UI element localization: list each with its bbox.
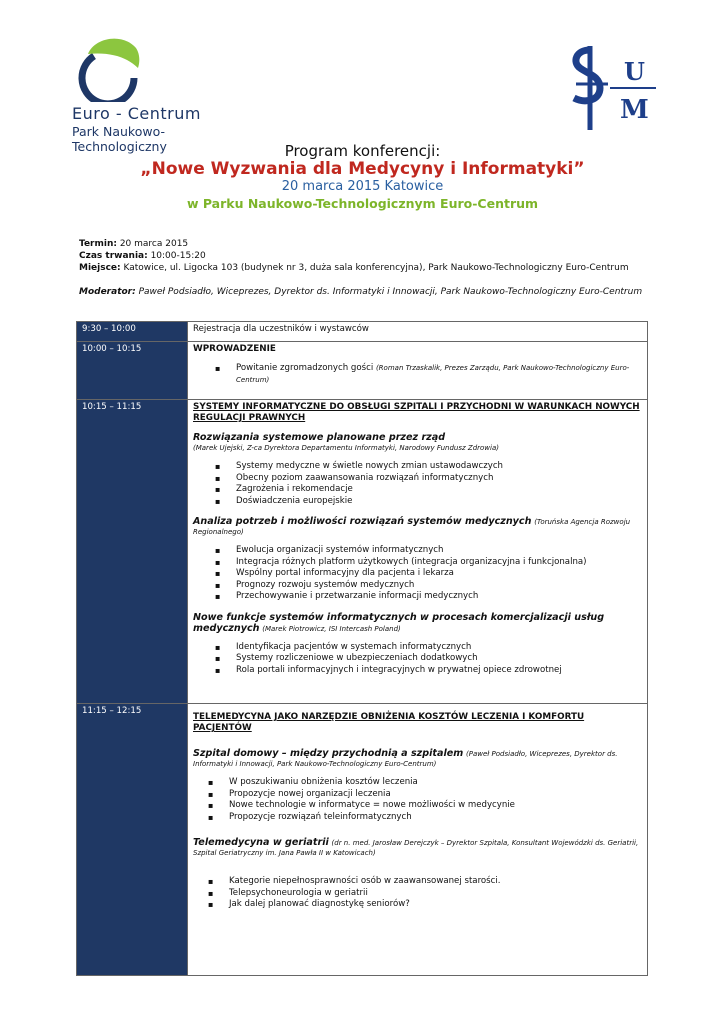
list-item: ▪ Systemy medyczne w świetle nowych zmian ustawodawczych: [193, 461, 642, 473]
topic-block: [193, 612, 642, 634]
list-item: ▪ W poszukiwaniu obniżenia kosztów leczenia: [193, 777, 642, 789]
sum-letter-u: U: [624, 57, 645, 86]
list-item: ▪ Przechowywanie i przetwarzanie informacji medycznych: [193, 591, 642, 603]
conference-date: 20 marca 2015 Katowice: [281, 179, 444, 194]
miejsce-label: Miejsce:: [79, 263, 121, 273]
list-item: ▪ Integracja różnych platform użytkowych (integracja organizacyjna i funkcjonalna): [193, 557, 642, 569]
termin-value: 20 marca 2015: [116, 239, 189, 249]
termin-label: Termin:: [79, 239, 117, 249]
topic-title: Szpital domowy – między przychodnią a szpitalem: [193, 748, 464, 759]
table-row: [77, 704, 648, 976]
content-cell: Rejestracja dla uczestników i wystawców: [188, 322, 648, 342]
czas-label: Czas trwania:: [79, 251, 148, 261]
content-cell: [188, 400, 648, 704]
bullet-list: [193, 777, 642, 823]
conference-venue: w Parku Naukowo-Technologicznym Euro-Centrum: [186, 196, 539, 211]
time-cell: 9:30 – 10:00: [77, 322, 188, 342]
topic-block: [193, 837, 642, 858]
list-item: [193, 363, 642, 386]
list-item: ▪ Propozycje rozwiązań teleinformatycznych: [193, 812, 642, 824]
czas-line: [79, 250, 206, 262]
sum-logo: [566, 44, 666, 134]
euro-centrum-logo: [68, 34, 248, 154]
time-cell: 11:15 – 12:15: [77, 704, 188, 976]
list-item: ▪ Doświadczenia europejskie: [193, 496, 642, 508]
content-cell: [188, 704, 648, 976]
list-item: ▪ Obecny poziom zaawansowania rozwiązań informatycznych: [193, 473, 642, 485]
topic-title: Rozwiązania systemowe planowane przez rząd: [193, 432, 446, 443]
list-item: ▪ Rola portali informacyjnych i integracyjnych w prywatnej opiece zdrowotnej: [193, 665, 642, 677]
list-item: ▪ Telepsychoneurologia w geriatrii: [193, 888, 642, 900]
topic-title: Telemedycyna w geriatrii: [193, 837, 329, 848]
program-table: [76, 321, 648, 976]
speaker-info: (Roman Trzaskalik, Prezes Zarządu, Park Naukowo-Technologiczny Euro-Centrum): [236, 364, 630, 384]
bullet-list: [193, 363, 642, 386]
topic-block: [193, 432, 642, 453]
list-item: ▪ Kategorie niepełnosprawności osób w zaawansowanej starości.: [193, 876, 642, 888]
program-heading: Program konferencji:: [284, 142, 441, 160]
bullet-list: [193, 545, 642, 603]
miejsce-line: [79, 262, 629, 274]
table-row: [77, 322, 648, 342]
section-title: WPROWADZENIE: [193, 344, 276, 354]
speaker-info: (Toruńska Agencja Rozwoju Regionalnego): [193, 518, 631, 536]
topic-block: [193, 516, 642, 537]
speaker-info: (Paweł Podsiadło, Wiceprezes, Dyrektor ds. Informatyki i Innowacji, Park Naukowo-Technologiczny Euro-Centrum): [193, 750, 618, 768]
speaker-info: (dr n. med. Jarosław Derejczyk – Dyrektor Szpitala, Konsultant Wojewódzki ds. Geriatrii, Szpital Geriatryczny im. Jana Pawła II w Katowicach): [193, 839, 639, 857]
list-item: ▪ Nowe technologie w informatyce = nowe możliwości w medycynie: [193, 800, 642, 812]
list-item: ▪ Zagrożenia i rekomendacje: [193, 484, 642, 496]
topic-title: Nowe funkcje systemów informatycznych w procesach komercjalizacji usług medycznych: [193, 611, 605, 634]
miejsce-value: Katowice, ul. Ligocka 103 (budynek nr 3, duża sala konferencyjna), Park Naukowo-Technologiczny Euro-Centrum: [120, 263, 629, 273]
logo-text-line1: Euro - Centrum: [72, 104, 201, 123]
section-title: TELEMEDYCYNA JAKO NARZĘDZIE OBNIŻENIA KOSZTÓW LECZENIA I KOMFORTU PACJENTÓW: [193, 712, 585, 733]
item-text: Powitanie zgromadzonych gości: [236, 363, 374, 373]
list-item: ▪ Identyfikacja pacjentów w systemach informatycznych: [193, 642, 642, 654]
bullet-list: [193, 461, 642, 507]
table-row: [77, 342, 648, 400]
list-item: ▪ Prognozy rozwoju systemów medycznych: [193, 580, 642, 592]
time-cell: 10:00 – 10:15: [77, 342, 188, 400]
speaker-info: (Marek Piotrowicz, ISI Intercash Poland): [262, 624, 401, 633]
section-title: SYSTEMY INFORMATYCZNE DO OBSŁUGI SZPITALI I PRZYCHODNI W WARUNKACH NOWYCH REGULACJI PRAWNYCH: [193, 402, 640, 423]
table-row: [77, 400, 648, 704]
list-item: ▪ Jak dalej planować diagnostykę seniorów?: [193, 899, 642, 911]
moderator-label: Moderator:: [79, 287, 136, 297]
content-cell: [188, 342, 648, 400]
list-item: ▪ Ewolucja organizacji systemów informatycznych: [193, 545, 642, 557]
bullet-list: [193, 642, 642, 677]
termin-line: [79, 238, 188, 250]
moderator-line: [79, 286, 642, 298]
list-item: ▪ Propozycje nowej organizacji leczenia: [193, 789, 642, 801]
topic-title: Analiza potrzeb i możliwości rozwiązań systemów medycznych: [193, 516, 532, 527]
czas-value: 10:00-15:20: [147, 251, 206, 261]
sum-letter-m: M: [620, 95, 649, 125]
conference-title: „Nowe Wyzwania dla Medycyny i Informatyki”: [140, 159, 585, 179]
list-item: ▪ Wspólny portal informacyjny dla pacjenta i lekarza: [193, 568, 642, 580]
topic-block: [193, 748, 642, 769]
logo-text-line2: Park Naukowo-Technologiczny: [72, 124, 167, 154]
list-item: ▪ Systemy rozliczeniowe w ubezpieczeniach dodatkowych: [193, 653, 642, 665]
time-cell: 10:15 – 11:15: [77, 400, 188, 704]
bullet-list: [193, 876, 642, 911]
speaker-info: (Marek Ujejski, Z-ca Dyrektora Departamentu Informatyki, Narodowy Fundusz Zdrowia): [193, 444, 499, 452]
moderator-value: Paweł Podsiadło, Wiceprezes, Dyrektor ds. Informatyki i Innowacji, Park Naukowo-Technologiczny Euro-Centrum: [135, 287, 643, 297]
